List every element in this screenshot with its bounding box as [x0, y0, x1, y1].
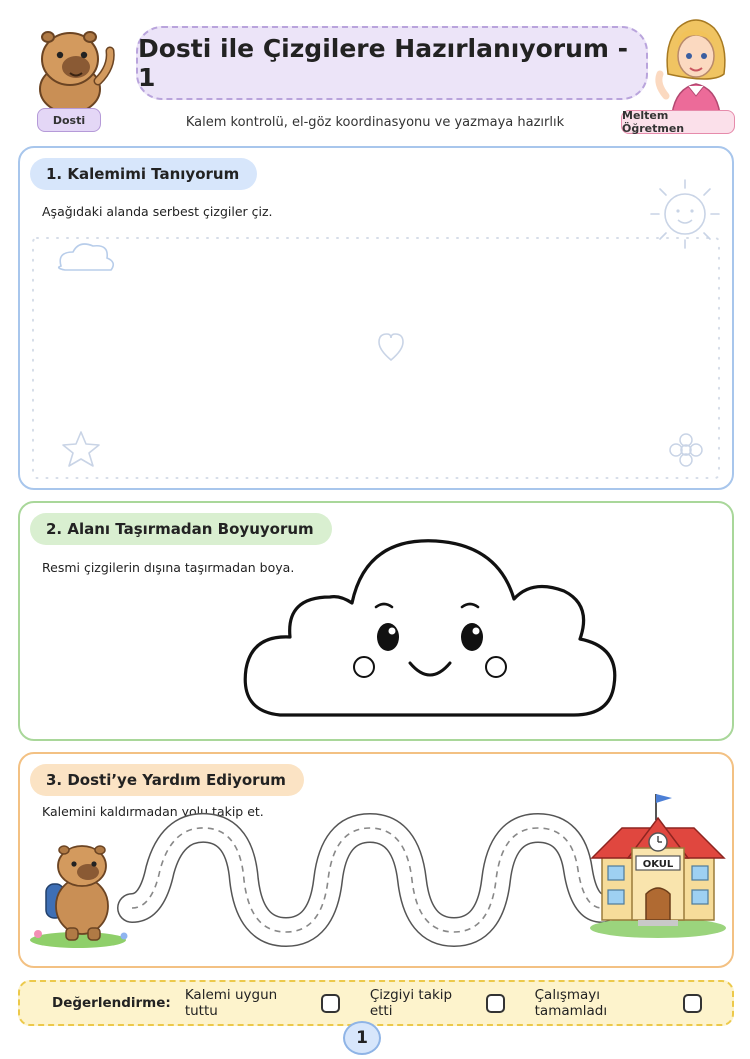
evaluation-bar — [18, 980, 734, 1026]
smiling-cloud-coloring-icon[interactable] — [240, 519, 620, 729]
section-1-title: 1. Kalemimi Tanıyorum — [30, 158, 257, 190]
page-subtitle: Kalem kontrolü, el-göz koordinasyonu ve yazmaya hazırlık — [185, 115, 565, 130]
teacher-name-tag: Meltem Öğretmen — [621, 110, 735, 134]
evaluation-item-pencil-grip — [185, 987, 340, 1019]
capybara-dosti-icon — [30, 24, 120, 114]
section-2-title: 2. Alanı Taşırmadan Boyuyorum — [30, 513, 332, 545]
evaluation-label: Kalemi uygun tuttu — [184, 987, 278, 1019]
page-number: 1 — [343, 1021, 381, 1055]
page-title: Dosti ile Çizgilere Hazırlanıyorum - 1 — [136, 26, 648, 100]
pencil-grip-checkbox[interactable] — [321, 994, 340, 1013]
capybara-backpack-icon — [26, 832, 136, 952]
wavy-path-track[interactable] — [132, 820, 602, 950]
line-follow-checkbox[interactable] — [486, 994, 505, 1013]
heart-icon — [379, 334, 403, 360]
cloud-icon — [59, 244, 114, 270]
section-2-instruction: Resmi çizgilerin dışına taşırmadan boya. — [42, 560, 295, 575]
evaluation-item-line-follow — [370, 987, 505, 1019]
evaluation-label: Çizgiyi takip etti — [369, 987, 453, 1019]
evaluation-label: Çalışmayı tamamladı — [534, 987, 608, 1019]
section-free-drawing — [18, 146, 734, 490]
teacher-meltem-icon — [650, 14, 740, 114]
evaluation-item-completed — [535, 987, 702, 1019]
star-icon — [63, 432, 99, 466]
evaluation-title: Değerlendirme: — [52, 995, 171, 1011]
section-path-tracing — [18, 752, 734, 968]
flower-icon — [670, 434, 702, 466]
school-sign: OKUL — [642, 859, 674, 870]
school-building-icon — [588, 790, 728, 940]
completed-checkbox[interactable] — [683, 994, 702, 1013]
section-3-title: 3. Dosti’ye Yardım Ediyorum — [30, 764, 304, 796]
sun-icon — [651, 180, 719, 248]
free-drawing-area[interactable] — [33, 238, 719, 478]
section-1-instruction: Aşağıdaki alanda serbest çizgiler çiz. — [42, 204, 273, 219]
dosti-name-tag: Dosti — [37, 108, 101, 132]
section-3-instruction: Kalemini kaldırmadan yolu takip et. — [42, 804, 264, 819]
section-coloring — [18, 501, 734, 741]
